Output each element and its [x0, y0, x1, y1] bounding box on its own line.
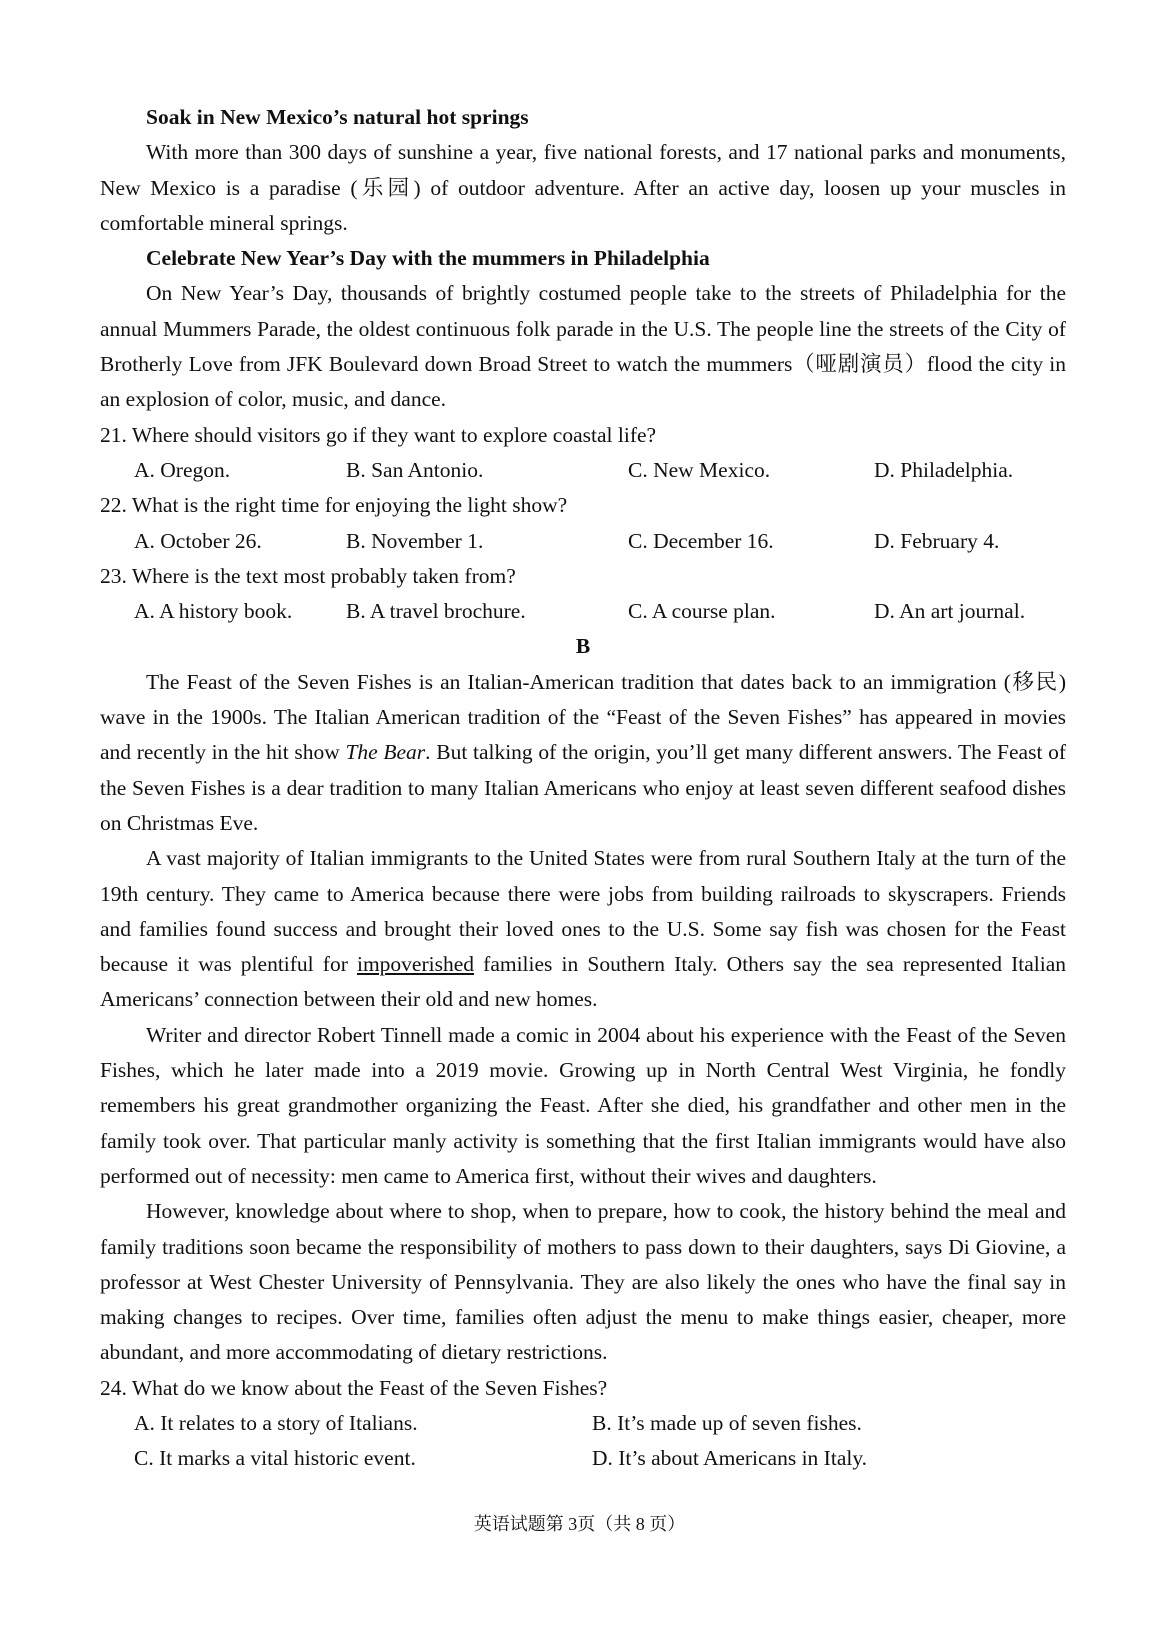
page-footer: 英语试题第 3页（共 8 页）: [473, 1514, 686, 1534]
show-title: The Bear: [345, 740, 426, 765]
question-24: 24. What do we know about the Feast of the Seven Fishes?: [100, 1375, 608, 1400]
option-c: C. A course plan.: [628, 599, 776, 624]
question-21-options: [100, 453, 1066, 488]
option-a: A. A history book.: [134, 599, 293, 624]
paragraph-text: The Feast of the Seven Fishes is an Italian-American tradition that dates back to an immigration (移民) wave in the 1900s. The Italian American tradition of the “Feast of the Seven Fishes” has appeared in movies and recently in the hit show: [100, 669, 1066, 765]
paragraph-text: . But talking of the origin, you’ll get many different answers. The Feast of the Seven Fishes is a dear tradition to many Italian Americans who enjoy at least seven different seafood dishes on Christmas Eve.: [100, 740, 1067, 835]
question-22-options: [100, 524, 1066, 559]
question-21: 21. Where should visitors go if they want to explore coastal life?: [100, 422, 657, 447]
option-b: B. A travel brochure.: [346, 599, 526, 624]
option-c: C. It marks a vital historic event.: [134, 1446, 416, 1471]
option-d: D. February 4.: [874, 528, 1000, 553]
option-a: A. Oregon.: [134, 457, 231, 482]
paragraph-di-giovine: However, knowledge about where to shop, when to prepare, how to cook, the history behind the meal and family traditions soon became the responsibility of mothers to pass down to their daughters, says Di Giovine, a professor at West Chester University of Pennsylvania. They are also likely the ones who have the final say in making changes to recipes. Over time, families often adjust the menu to make things easier, cheaper, more abundant, and more accommodating of dietary restrictions.: [100, 1199, 1066, 1365]
option-b: B. San Antonio.: [346, 457, 484, 482]
paragraph-immigrants: [100, 841, 1066, 1017]
question-23-options: [100, 594, 1066, 629]
option-d: D. An art journal.: [874, 599, 1026, 624]
question-23: 23. Where is the text most probably taken from?: [100, 563, 516, 588]
exam-page: [100, 100, 1066, 1477]
section-heading-mummers: Celebrate New Year’s Day with the mummers in Philadelphia: [146, 246, 710, 271]
paragraph-tinnell: Writer and director Robert Tinnell made a comic in 2004 about his experience with the Feast of the Seven Fishes, which he later made into a 2019 movie. Growing up in North Central West Virginia, he fondly remembers his great grandmother organizing the Feast. After she died, his grandfather and other men in the family took over. That particular manly activity is something that the first Italian immigrants would have also performed out of necessity: men came to America first, without their wives and daughters.: [100, 1022, 1066, 1188]
option-d: D. Philadelphia.: [874, 457, 1014, 482]
paragraph-feast-intro: [100, 665, 1066, 841]
option-a: A. October 26.: [134, 528, 262, 553]
option-b: B. November 1.: [346, 528, 484, 553]
option-c: C. New Mexico.: [628, 457, 771, 482]
paragraph-text: A vast majority of Italian immigrants to the United States were from rural Southern Italy at the turn of the 19th century. They came to America because there were jobs from building railroads to skyscrapers. Friends and families found success and brought their loved ones to the U.S. Some say fish was chosen for the Feast because it was plentiful for: [100, 846, 1066, 977]
paragraph-text: families in Southern Italy. Others say the sea represented Italian Americans’ connection between their old and new homes.: [100, 952, 1066, 1012]
section-b-label: B: [575, 634, 591, 659]
option-c: C. December 16.: [628, 528, 774, 553]
option-d: D. It’s about Americans in Italy.: [592, 1446, 868, 1471]
paragraph-new-mexico: With more than 300 days of sunshine a year, five national forests, and 17 national parks and monuments, New Mexico is a paradise (乐园) of outdoor adventure. After an active day, loosen up your muscles in comfortable mineral springs.: [100, 140, 1066, 235]
option-a: A. It relates to a story of Italians.: [134, 1410, 418, 1435]
paragraph-philadelphia: On New Year’s Day, thousands of brightly costumed people take to the streets of Philadelphia for the annual Mummers Parade, the oldest continuous folk parade in the U.S. The people line the streets of the City of Brotherly Love from JFK Boulevard down Broad Street to watch the mummers（哑剧演员）flood the city in an explosion of color, music, and dance.: [100, 281, 1066, 412]
question-24-options-row-2: [100, 1441, 1066, 1476]
question-22: 22. What is the right time for enjoying the light show?: [100, 493, 568, 518]
section-heading-hot-springs: Soak in New Mexico’s natural hot springs: [146, 105, 529, 129]
option-b: B. It’s made up of seven fishes.: [592, 1410, 862, 1435]
underlined-word: impoverished: [356, 952, 475, 977]
question-24-options-row-1: [100, 1406, 1066, 1441]
